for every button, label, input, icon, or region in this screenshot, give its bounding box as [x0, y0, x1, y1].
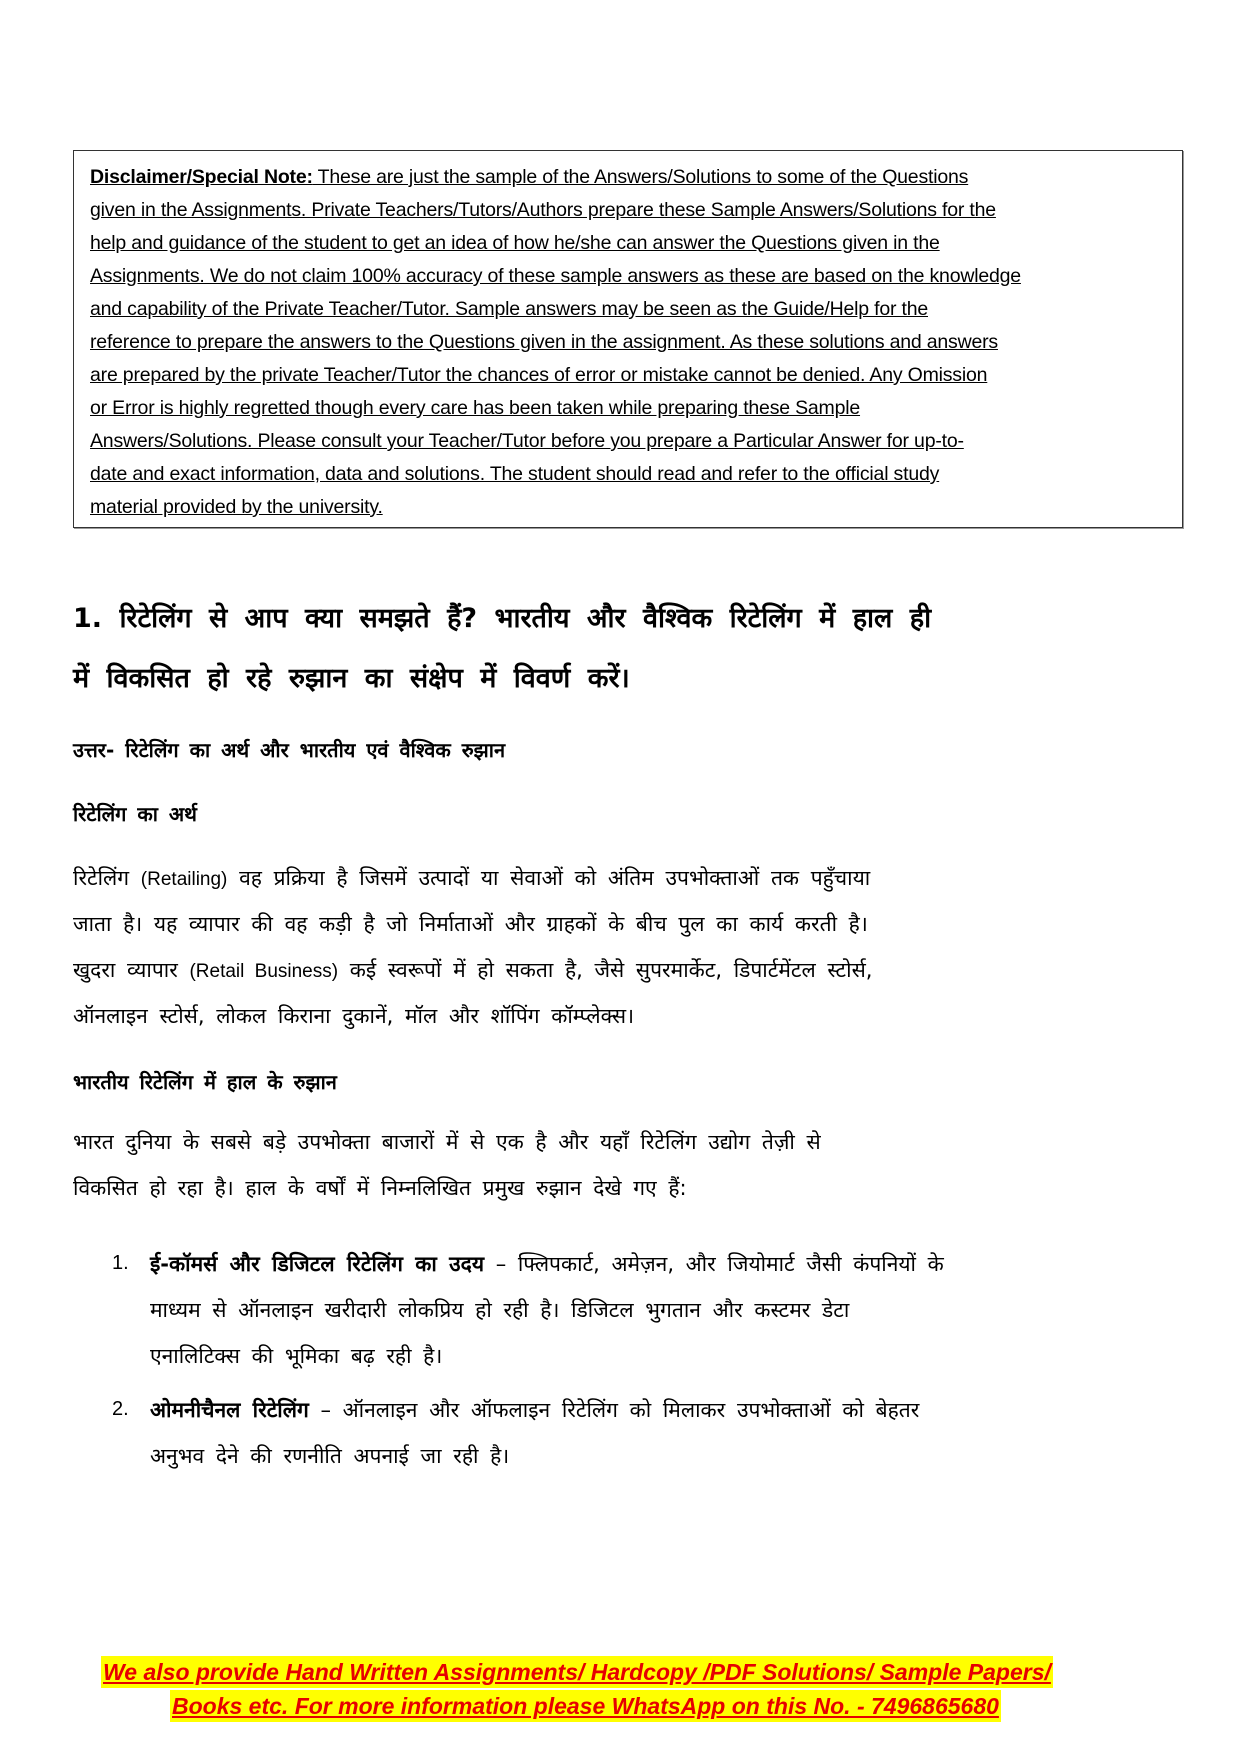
disclaimer-text: [90, 161, 1168, 524]
disclaimer-line: given in the Assignments. Private Teachers/Tutors/Authors prepare these Sample Answers/Solutions for the: [90, 199, 996, 221]
disclaimer-line: reference to prepare the answers to the Questions given in the assignment. As these solutions and answers: [90, 331, 998, 353]
list-item-number: 2.: [112, 1398, 129, 1420]
list-item-title: ओमनीचैनल रिटेलिंग: [150, 1398, 309, 1422]
disclaimer-line: Answers/Solutions. Please consult your Teacher/Tutor before you prepare a Particular Answer for up-to-: [90, 430, 964, 452]
section-heading-meaning: रिटेलिंग का अर्थ: [73, 802, 197, 826]
paragraph-line: भारत दुनिया के सबसे बड़े उपभोक्ता बाजारों में से एक है और यहाँ रिटेलिंग उद्योग तेज़ी से: [73, 1130, 821, 1154]
disclaimer-line: help and guidance of the student to get an idea of how he/she can answer the Questions given in the: [90, 232, 940, 254]
disclaimer-label: Disclaimer/Special Note:: [90, 166, 313, 188]
disclaimer-line: Disclaimer/Special Note: These are just the sample of the Answers/Solutions to some of the Questions: [90, 166, 969, 188]
disclaimer-line: are prepared by the private Teacher/Tutor the chances of error or mistake cannot be denied. Any Omission: [90, 364, 988, 386]
list-item-line: माध्यम से ऑनलाइन खरीदारी लोकप्रिय हो रही है। डिजिटल भुगतान और कस्टमर डेटा: [150, 1298, 850, 1322]
paragraph-line: खुदरा व्यापार (Retail Business) कई स्वरूपों में हो सकता है, जैसे सुपरमार्केट, डिपार्टमेंटल स्टोर्स,: [73, 958, 873, 982]
disclaimer-line: Assignments. We do not claim 100% accuracy of these sample answers as these are based on the knowledge: [90, 265, 1021, 287]
paragraph-line: विकसित हो रहा है। हाल के वर्षों में निम्नलिखित प्रमुख रुझान देखे गए हैं:: [73, 1176, 687, 1200]
list-item-number: 1.: [112, 1252, 129, 1274]
list-item-line: ई-कॉमर्स और डिजिटल रिटेलिंग का उदय – फ्लिपकार्ट, अमेज़न, और जियोमार्ट जैसी कंपनियों के: [150, 1252, 944, 1276]
question-heading-line-2: में विकसित हो रहे रुझान का संक्षेप में विवर्ण करें।: [73, 663, 630, 694]
section-heading-indian-trends: भारतीय रिटेलिंग में हाल के रुझान: [73, 1070, 337, 1094]
disclaimer-line: material provided by the university.: [90, 496, 383, 518]
disclaimer-line: date and exact information, data and solutions. The student should read and refer to the official study: [90, 463, 940, 485]
list-item-line: एनालिटिक्स की भूमिका बढ़ रही है।: [150, 1344, 443, 1368]
promo-line-2: Books etc. For more information please WhatsApp on this No. - 7496865680: [170, 1690, 1001, 1722]
promo-line-1: We also provide Hand Written Assignments/ Hardcopy /PDF Solutions/ Sample Papers/: [101, 1656, 1053, 1688]
disclaimer-line: or Error is highly regretted though every care has been taken while preparing these Sample: [90, 397, 861, 419]
paragraph-line: जाता है। यह व्यापार की वह कड़ी है जो निर्माताओं और ग्राहकों के बीच पुल का कार्य करती है।: [73, 912, 868, 936]
list-item-title: ई-कॉमर्स और डिजिटल रिटेलिंग का उदय: [150, 1252, 485, 1276]
question-heading-line-1: 1. रिटेलिंग से आप क्या समझते हैं? भारतीय और वैश्विक रिटेलिंग में हाल ही: [73, 603, 932, 634]
disclaimer-line: and capability of the Private Teacher/Tutor. Sample answers may be seen as the Guide/Help for the: [90, 298, 928, 320]
paragraph-line: रिटेलिंग (Retailing) वह प्रक्रिया है जिसमें उत्पादों या सेवाओं को अंतिम उपभोक्ताओं तक पहुँचाया: [73, 866, 871, 890]
list-item-line: ओमनीचैनल रिटेलिंग – ऑनलाइन और ऑफलाइन रिटेलिंग को मिलाकर उपभोक्ताओं को बेहतर: [150, 1398, 920, 1422]
list-item-line: अनुभव देने की रणनीति अपनाई जा रही है।: [150, 1444, 510, 1468]
answer-heading: उत्तर- रिटेलिंग का अर्थ और भारतीय एवं वैश्विक रुझान: [73, 738, 506, 762]
disclaimer-box: [73, 150, 1183, 528]
paragraph-line: ऑनलाइन स्टोर्स, लोकल किराना दुकानें, मॉल और शॉपिंग कॉम्प्लेक्स।: [73, 1004, 635, 1028]
